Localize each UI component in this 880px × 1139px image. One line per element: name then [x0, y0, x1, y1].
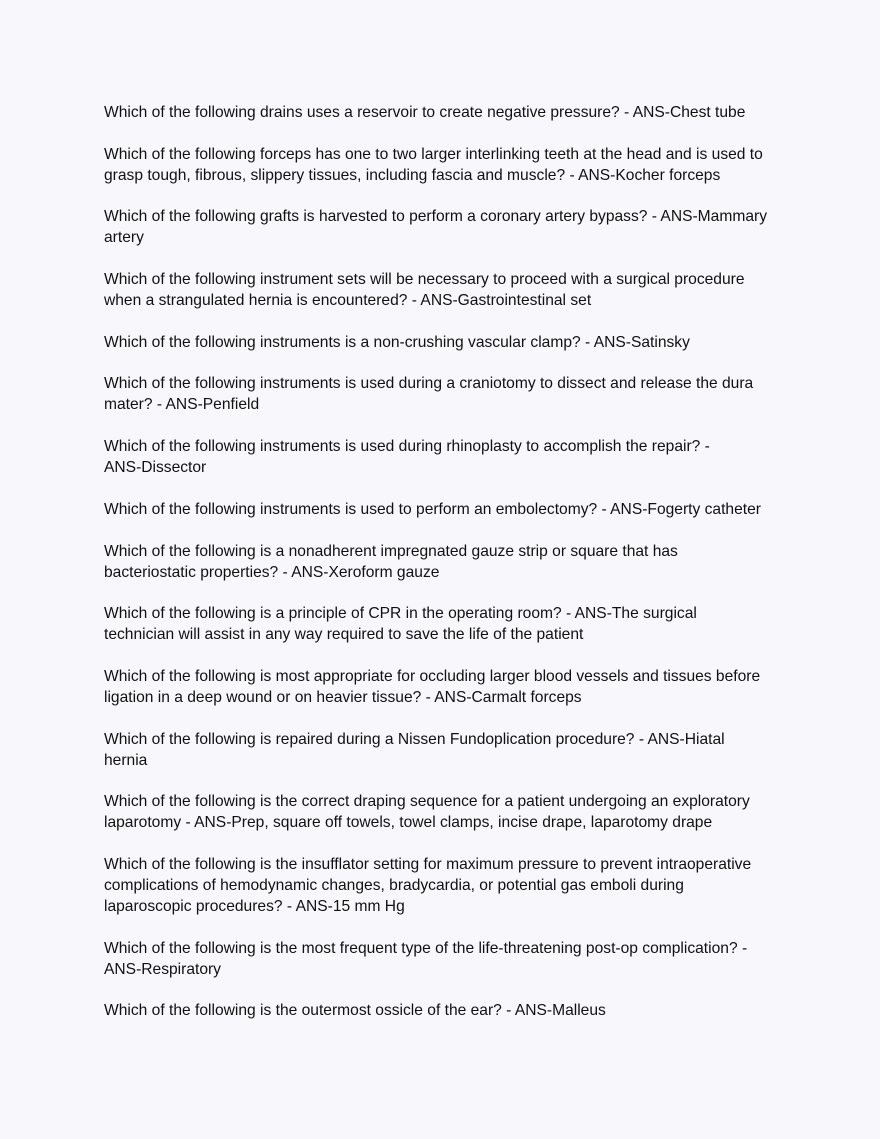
qa-line: Which of the following forceps has one to two larger interlinking teeth at the head and is used to	[104, 145, 763, 163]
qa-line: Which of the following grafts is harvested to perform a coronary artery bypass? - ANS-Mammary	[104, 208, 767, 226]
qa-entry	[104, 666, 794, 708]
qa-line: Which of the following is the outermost ossicle of the ear? - ANS-Malleus	[104, 1002, 606, 1020]
qa-line: Which of the following instruments is used during a craniotomy to dissect and release the dura	[104, 375, 754, 393]
qa-line: Which of the following is the correct draping sequence for a patient undergoing an exploratory	[104, 793, 750, 811]
qa-entry	[104, 373, 794, 415]
qa-line: bacteriostatic properties? - ANS-Xeroform gauze	[104, 563, 440, 581]
qa-line: Which of the following instruments is used to perform an embolectomy? - ANS-Fogerty catheter	[104, 500, 761, 518]
qa-line: Which of the following instrument sets will be necessary to proceed with a surgical procedure	[104, 271, 745, 289]
document-page	[104, 102, 794, 1042]
qa-line: laparotomy - ANS-Prep, square off towels, towel clamps, incise drape, laparotomy drape	[104, 814, 713, 832]
qa-line: when a strangulated hernia is encountered? - ANS-Gastrointestinal set	[104, 292, 592, 310]
qa-line: mater? - ANS-Penfield	[104, 396, 260, 414]
qa-entry	[104, 729, 794, 771]
qa-line: ligation in a deep wound or on heavier tissue? - ANS-Carmalt forceps	[104, 688, 582, 706]
qa-line: technician will assist in any way required to save the life of the patient	[104, 626, 584, 644]
qa-line: Which of the following is most appropriate for occluding larger blood vessels and tissues before	[104, 667, 761, 685]
qa-line: laparoscopic procedures? - ANS-15 mm Hg	[104, 897, 405, 915]
qa-entry	[104, 541, 794, 583]
qa-entry	[104, 332, 794, 353]
qa-entry	[104, 206, 794, 248]
qa-line: grasp tough, fibrous, slippery tissues, including fascia and muscle? - ANS-Kocher forceps	[104, 166, 721, 184]
qa-line: Which of the following is repaired during a Nissen Fundoplication procedure? - ANS-Hiatal	[104, 730, 725, 748]
qa-entry	[104, 854, 794, 917]
qa-line: Which of the following is the insufflator setting for maximum pressure to prevent intraoperative	[104, 855, 752, 873]
qa-entry	[104, 938, 794, 980]
qa-entry	[104, 603, 794, 645]
qa-line: Which of the following is the most frequent type of the life-threatening post-op complication? -	[104, 939, 748, 957]
qa-entry	[104, 269, 794, 311]
qa-entry	[104, 1000, 794, 1021]
qa-line: Which of the following instruments is used during rhinoplasty to accomplish the repair? -	[104, 438, 710, 456]
qa-line: complications of hemodynamic changes, bradycardia, or potential gas emboli during	[104, 876, 684, 894]
qa-entry	[104, 144, 794, 186]
qa-line: ANS-Dissector	[104, 459, 207, 477]
qa-entry	[104, 499, 794, 520]
qa-line: Which of the following instruments is a non-crushing vascular clamp? - ANS-Satinsky	[104, 333, 690, 351]
qa-line: hernia	[104, 751, 148, 769]
qa-line: Which of the following is a principle of CPR in the operating room? - ANS-The surgical	[104, 605, 697, 623]
qa-entry	[104, 436, 794, 478]
qa-entry	[104, 102, 794, 123]
qa-line: ANS-Respiratory	[104, 960, 221, 978]
qa-line: Which of the following is a nonadherent impregnated gauze strip or square that has	[104, 542, 678, 560]
qa-line: artery	[104, 229, 144, 247]
qa-entry	[104, 791, 794, 833]
qa-line: Which of the following drains uses a reservoir to create negative pressure? - ANS-Chest tube	[104, 104, 746, 121]
